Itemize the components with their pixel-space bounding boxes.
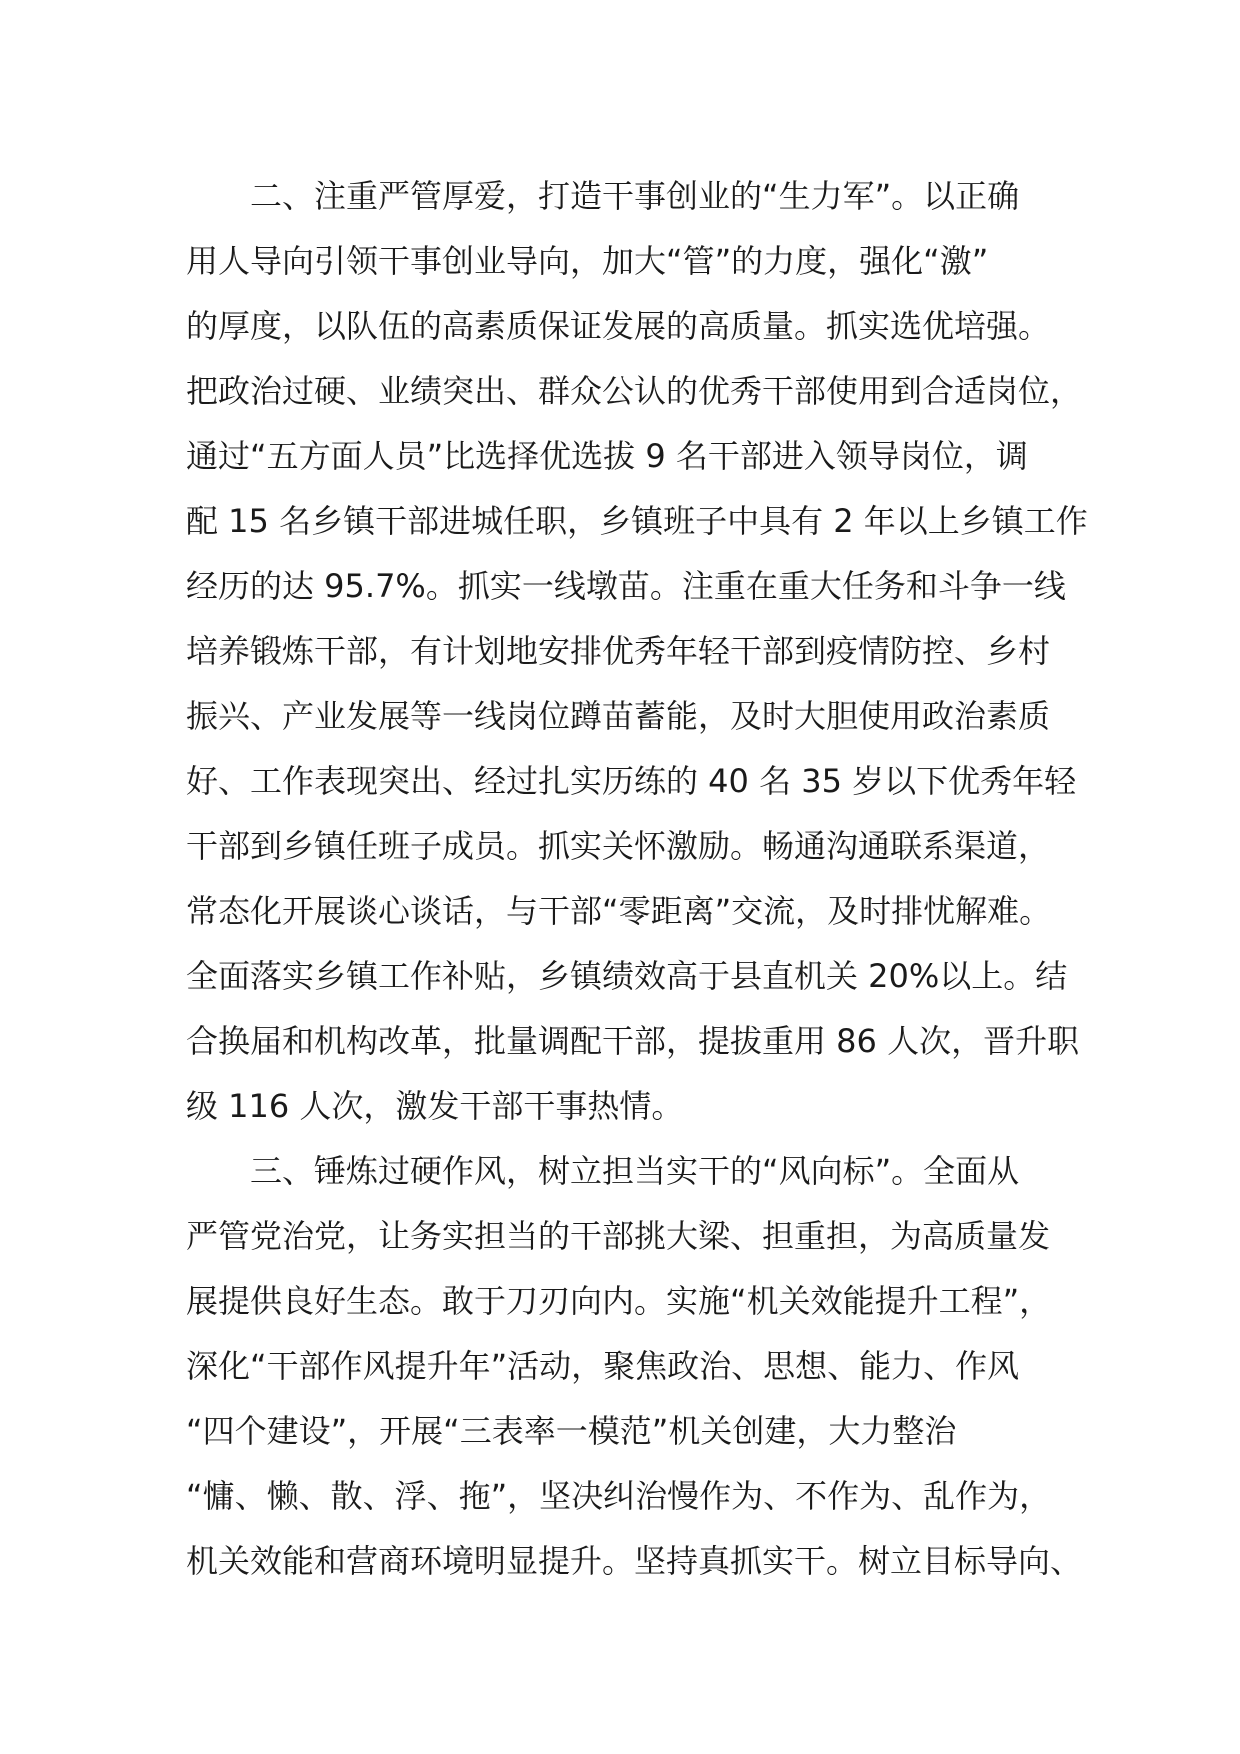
paragraph-2-line-8: 培养锻炼干部，有计划地安排优秀年轻干部到疫情防控、乡村 <box>186 632 1051 670</box>
paragraph-3-line-1: 三、锤炼过硬作风，树立担当实干的“风向标”。全面从 <box>250 1152 1020 1190</box>
paragraph-2-line-5: 通过“五方面人员”比选择优选拔 9 名干部进入领导岗位，调 <box>186 437 1028 475</box>
paragraph-2-line-3: 的厚度，以队伍的高素质保证发展的高质量。抓实选优培强。 <box>186 307 1051 345</box>
paragraph-2-line-1: 二、注重严管厚爱，打造干事创业的“生力军”。以正确 <box>250 177 1020 215</box>
paragraph-2-line-12: 常态化开展谈心谈话，与干部“零距离”交流，及时排忧解难。 <box>186 892 1052 930</box>
paragraph-2-line-15: 级 116 人次，激发干部干事热情。 <box>186 1087 684 1125</box>
paragraph-2-line-6: 配 15 名乡镇干部进城任职，乡镇班子中具有 2 年以上乡镇工作 <box>186 502 1088 540</box>
paragraph-2-line-11: 干部到乡镇任班子成员。抓实关怀激励。畅通沟通联系渠道， <box>186 827 1051 865</box>
paragraph-2-line-13: 全面落实乡镇工作补贴，乡镇绩效高于县直机关 20%以上。结 <box>186 957 1068 995</box>
paragraph-3-line-3: 展提供良好生态。敢于刀刃向内。实施“机关效能提升工程”， <box>186 1282 1052 1320</box>
paragraph-2-line-10: 好、工作表现突出、经过扎实历练的 40 名 35 岁以下优秀年轻 <box>186 762 1077 800</box>
paragraph-2-line-9: 振兴、产业发展等一线岗位蹲苗蓄能，及时大胆使用政治素质 <box>186 697 1051 735</box>
paragraph-3-line-5: “四个建设”，开展“三表率一模范”机关创建，大力整治 <box>186 1412 957 1450</box>
paragraph-3-line-2: 严管党治党，让务实担当的干部挑大梁、担重担，为高质量发 <box>186 1217 1051 1255</box>
document-body <box>186 164 1086 1594</box>
paragraph-2-line-7: 经历的达 95.7%。抓实一线墩苗。注重在重大任务和斗争一线 <box>186 567 1066 605</box>
paragraph-3-line-7: 机关效能和营商环境明显提升。坚持真抓实干。树立目标导向、 <box>186 1542 1083 1580</box>
paragraph-3-line-4: 深化“干部作风提升年”活动，聚焦政治、思想、能力、作风 <box>186 1347 1020 1385</box>
paragraph-3-line-6: “慵、懒、散、浮、拖”，坚决纠治慢作为、不作为、乱作为， <box>186 1477 1052 1515</box>
paragraph-2-line-4: 把政治过硬、业绩突出、群众公认的优秀干部使用到合适岗位， <box>186 372 1083 410</box>
paragraph-2-line-14: 合换届和机构改革，批量调配干部，提拔重用 86 人次，晋升职 <box>186 1022 1080 1060</box>
paragraph-2-line-2: 用人导向引领干事创业导向，加大“管”的力度，强化“激” <box>186 242 989 280</box>
